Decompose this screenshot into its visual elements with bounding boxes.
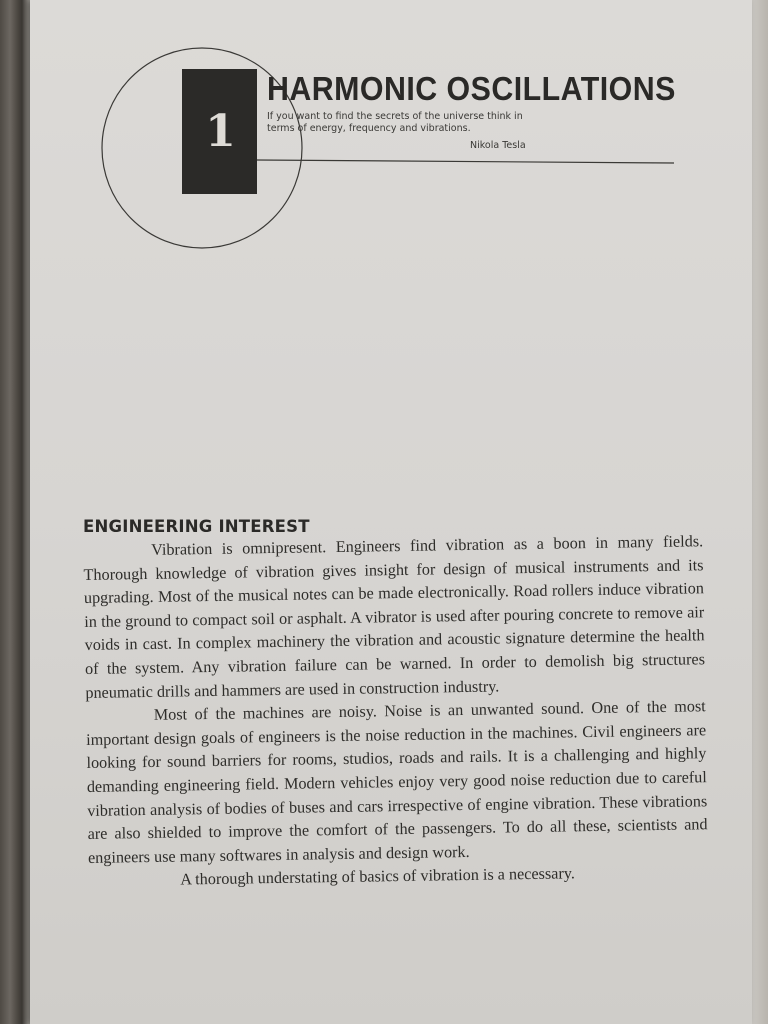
chapter-number-box [182,69,257,194]
section-heading: ENGINEERING INTEREST [83,517,310,536]
section-body [83,530,708,894]
paragraph: Vibration is omnipresent. Engineers find vibration as a boon in many fields. Thorough knowledge of vibration gives insight for design of musical instruments and its upgrading. Most of the musical notes can be made electronically. Road rollers induce vibration in the ground to compact soil or asphalt. A vibrator is used after pouring concrete to remove air voids in cast. In complex machinery the vibration and acoustic signature determine the health of the system. Any vibration failure can be warned. In order to demolish big structures pneumatic drills and hammers are used in construction industry. [83,532,706,702]
chapter-ornament [30,0,752,270]
ornament-rule [257,160,674,163]
chapter-title: HARMONIC OSCILLATIONS [267,70,676,107]
epigraph-author: Nikola Tesla [470,140,526,151]
chapter-number: 1 [205,106,226,157]
paragraph: Most of the machines are noisy. Noise is an unwanted sound. One of the most important design goals of engineers is the noise reduction in the machines. Civil engineers are looking for sound barriers for rooms, studios, roads and rails. It is a challenging and highly demanding engineering field. Modern vehicles enjoy very good noise reduction due to careful vibration analysis of bodies of buses and cars irrespective of engine vibration. These vibrations are also shielded to improve the comfort of the passengers. To do all these, scientists and engineers use many softwares in analysis and design work. [85,697,708,867]
paragraph: A thorough understating of basics of vibration is a necessary. [180,864,576,889]
book-page [30,0,752,1024]
epigraph-quote: If you want to find the secrets of the universe think in terms of energy, frequency and vibrations. [267,111,523,134]
